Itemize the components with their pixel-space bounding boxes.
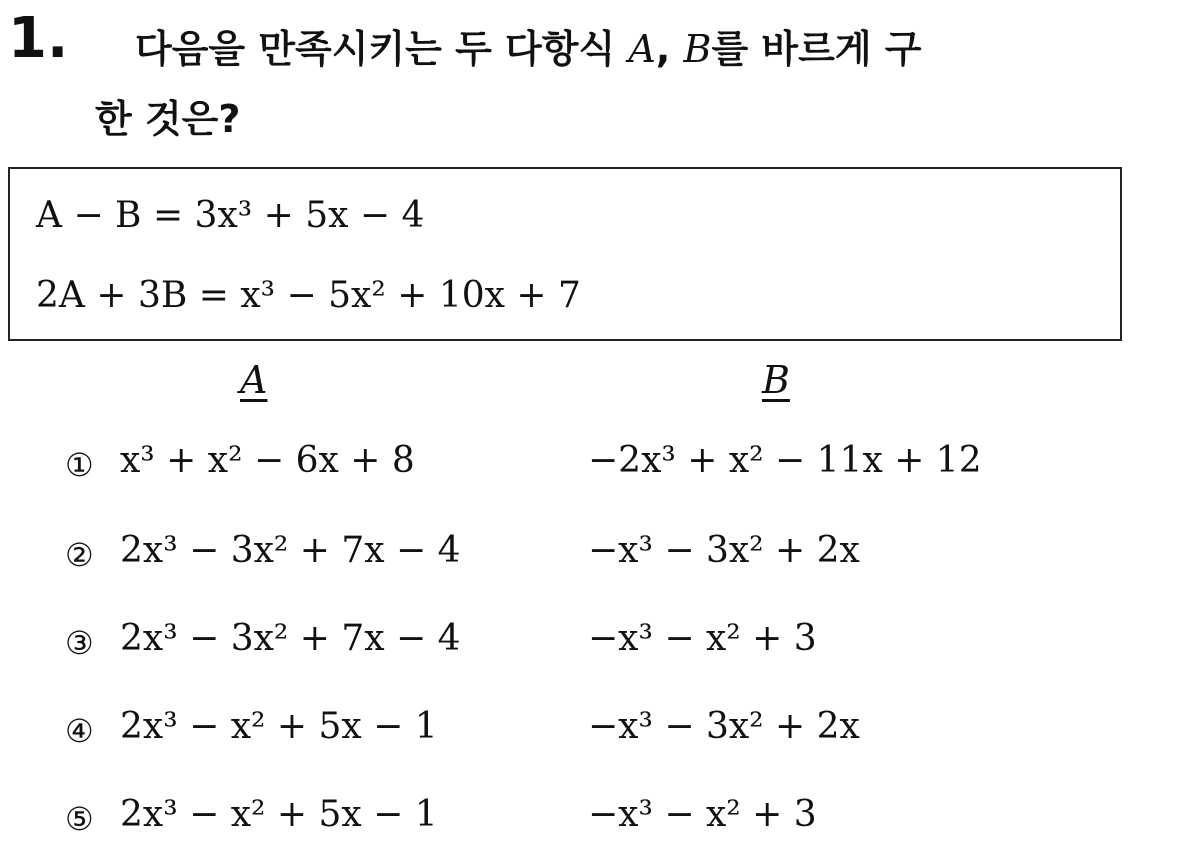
question-number: 1.	[8, 6, 69, 71]
choice-5[interactable]	[0, 794, 1182, 854]
choice-2[interactable]	[0, 530, 1182, 590]
choice-3[interactable]	[0, 618, 1182, 678]
choice-b-expression: −x³ − 3x² + 2x	[588, 530, 860, 571]
question-line-2: 한 것은?	[95, 97, 241, 141]
choice-marker: ②	[65, 536, 94, 574]
question-comma: ,	[655, 27, 684, 71]
choice-marker: ⑤	[65, 800, 94, 838]
column-header-a: A	[240, 358, 268, 402]
column-header-b: B	[762, 358, 790, 402]
choice-marker: ③	[65, 624, 94, 662]
choice-b-expression: −x³ − x² + 3	[588, 794, 817, 835]
condition-box	[8, 167, 1122, 341]
condition-equation-2: 2A + 3B = x³ − 5x² + 10x + 7	[36, 275, 581, 316]
choice-a-expression: 2x³ − x² + 5x − 1	[120, 794, 438, 835]
choice-b-expression: −2x³ + x² − 11x + 12	[588, 440, 982, 481]
choice-1[interactable]	[0, 440, 1182, 500]
choice-4[interactable]	[0, 706, 1182, 766]
choice-a-expression: x³ + x² − 6x + 8	[120, 440, 415, 481]
choice-marker: ①	[65, 446, 94, 484]
question-line-1	[95, 14, 1155, 84]
choice-a-expression: 2x³ − 3x² + 7x − 4	[120, 530, 461, 571]
condition-equation-1: A − B = 3x³ + 5x − 4	[36, 195, 425, 236]
question-text-part2: 를 바르게 구	[711, 27, 922, 71]
question-text	[95, 14, 1155, 154]
variable-b: B	[683, 27, 712, 71]
choice-a-expression: 2x³ − 3x² + 7x − 4	[120, 618, 461, 659]
variable-a: A	[628, 27, 656, 71]
choice-marker: ④	[65, 712, 94, 750]
choice-b-expression: −x³ − 3x² + 2x	[588, 706, 860, 747]
choice-b-expression: −x³ − x² + 3	[588, 618, 817, 659]
question-text-part1: 다음을 만족시키는 두 다항식	[135, 27, 629, 71]
choice-a-expression: 2x³ − x² + 5x − 1	[120, 706, 438, 747]
